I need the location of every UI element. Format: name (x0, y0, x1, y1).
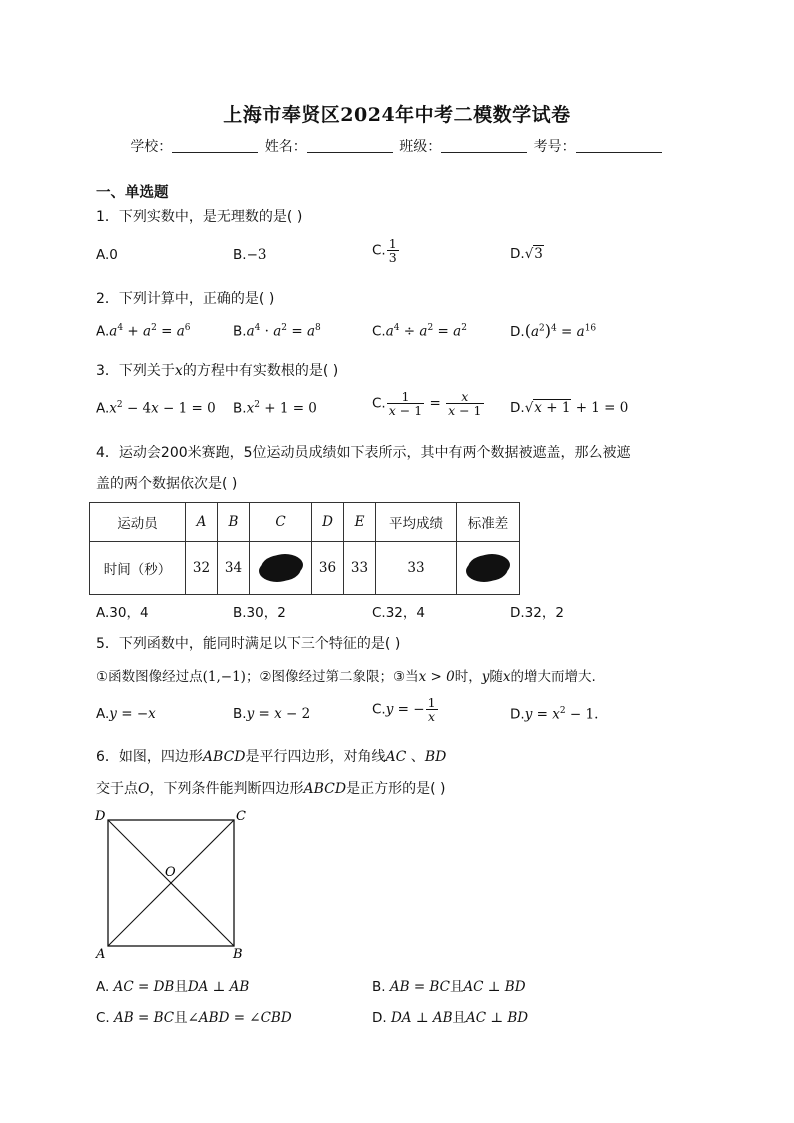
stem-text: 的方程中有实数根的是( ) (182, 363, 339, 379)
option-prefix: C. (372, 323, 386, 340)
option-conj: 且 (174, 1010, 188, 1026)
ink-blot-icon (468, 555, 508, 581)
fraction-denominator: 3 (388, 250, 397, 266)
option-prefix: C. (372, 395, 386, 412)
option-prefix: B. (233, 706, 247, 722)
stem-text: 是正方形的是( ) (346, 781, 446, 797)
stem-expr: x > 0 (418, 669, 455, 685)
table-header: C (250, 503, 312, 542)
q4-option-d[interactable]: D.32，2 (510, 605, 564, 621)
question-6-stem-line-1 (96, 746, 446, 766)
option-expr: DA ⊥ AB (390, 1010, 453, 1026)
sqrt-sign: √ (524, 246, 534, 262)
q5-option-d[interactable]: $D.y = x^2 - 1$. (510, 706, 599, 723)
stem-text: 的增大而增大. (510, 669, 596, 685)
option-prefix: B. (233, 400, 247, 417)
fraction (387, 237, 399, 264)
number-field[interactable] (576, 137, 662, 153)
option-expr: ∠ABD = ∠CBD (187, 1010, 292, 1026)
radicand: 3 (534, 246, 543, 262)
table-header: 运动员 (90, 503, 186, 542)
option-prefix: A. (96, 323, 110, 340)
stem-text: 时， (454, 669, 482, 685)
q4-option-b[interactable]: B.30，2 (233, 605, 286, 621)
table-cell: 32 (186, 542, 218, 595)
table-cell-covered (250, 542, 312, 595)
table-cell: 34 (218, 542, 250, 595)
fraction: $\frac{x}{x - 1}$ (448, 389, 482, 419)
q3-option-c[interactable]: C. $\frac{1}{x - 1}$ = $\frac{x}{x - 1}$ (372, 389, 482, 419)
table-header-row (90, 503, 520, 542)
stem-expr: (1,−1) (202, 669, 246, 685)
stem-text: 交于点 (96, 781, 138, 797)
table-header: E (344, 503, 376, 542)
table-header: 标准差 (457, 503, 520, 542)
table-row (90, 542, 520, 595)
q1-option-d[interactable] (510, 246, 544, 262)
table-cell: 33 (376, 542, 457, 595)
q1-option-a[interactable]: A.0 (96, 247, 118, 263)
square-diagram (90, 806, 260, 964)
option-prefix: B. (233, 247, 247, 263)
option-prefix: A. (96, 706, 110, 722)
option-prefix: B. (233, 323, 247, 340)
q5-option-b[interactable]: B.y = x − 2 (233, 706, 311, 722)
option-prefix: C. (372, 701, 386, 718)
option-expr: AC ⊥ BD (463, 979, 526, 995)
q4-option-c[interactable]: C.32，4 (372, 605, 425, 621)
fraction-numerator: 1 (388, 236, 397, 251)
number-label: 考号： (533, 139, 576, 155)
q1-option-b[interactable] (233, 247, 266, 263)
table-row-label: 时间（秒） (90, 542, 186, 595)
table-header: 平均成绩 (376, 503, 457, 542)
q2-option-a[interactable]: $A.a^4 + a^2 = a^6$ (96, 323, 191, 340)
vertex-label-d: D (95, 809, 106, 824)
stem-text: ①函数图像经过点 (96, 669, 203, 685)
stem-var: O (138, 781, 150, 797)
question-4-stem-line-2: 盖的两个数据依次是( ) (96, 476, 238, 492)
stem-var: x (174, 363, 183, 379)
vertex-label-c: C (236, 809, 246, 824)
table-header: B (218, 503, 250, 542)
vertex-label-b: B (233, 947, 243, 962)
table-cell: 33 (344, 542, 376, 595)
option-expr: AC = DB (113, 979, 175, 995)
option-prefix: B. (372, 979, 386, 995)
class-field[interactable] (441, 137, 527, 153)
stem-var: ABCD (202, 749, 246, 765)
section-heading: 一、单选题 (96, 185, 169, 201)
q2-option-d[interactable]: $D.(a^2)^4 = a^{16}$ (510, 321, 597, 340)
student-info-line (0, 136, 794, 156)
class-label: 班级： (399, 139, 442, 155)
q6-option-c[interactable] (96, 1006, 292, 1026)
table-header: D (312, 503, 344, 542)
question-2-stem: 2．下列计算中，正确的是( ) (96, 291, 275, 307)
option-expr: AC ⊥ BD (466, 1010, 529, 1026)
stem-text: 随 (489, 669, 503, 685)
fraction: $\frac{1}{x}$ (427, 695, 436, 725)
q2-option-c[interactable]: $C.a^4 \div a^2 = a^2$ (372, 323, 467, 340)
option-conj: 且 (449, 979, 464, 995)
option-expr: DA ⊥ AB (187, 979, 250, 995)
table-header: A (186, 503, 218, 542)
stem-var: y (481, 669, 490, 685)
stem-var: AC (385, 749, 407, 765)
q6-option-a[interactable] (96, 975, 249, 995)
stem-text: 3．下列关于 (96, 363, 175, 379)
page-title: 上海市奉贤区2024年中考二模数学试卷 (223, 104, 571, 126)
q3-option-b[interactable]: $B.x^2 + 1 = 0$ (233, 400, 317, 417)
option-prefix: C. (372, 242, 386, 259)
name-label: 姓名： (264, 139, 307, 155)
question-5-conditions (96, 665, 596, 685)
option-prefix: D. (510, 246, 525, 262)
q5-option-c[interactable]: C.y = − $\frac{1}{x}$ (372, 695, 436, 725)
stem-text: ；②图像经过第二象限；③当 (245, 669, 419, 685)
stem-text: 6．如图，四边形 (96, 749, 203, 765)
stem-text: 是平行四边形，对角线 (245, 749, 386, 765)
table-cell: 36 (312, 542, 344, 595)
q3-option-d[interactable]: D.√x + 1 + 1 = 0 (510, 400, 629, 416)
q2-option-b[interactable]: $B.a^4 \cdot a^2 = a^8$ (233, 323, 321, 340)
question-5-stem: 5．下列函数中，能同时满足以下三个特征的是( ) (96, 636, 401, 652)
ink-blot-icon (261, 555, 301, 581)
school-label: 学校： (130, 139, 173, 155)
question-6-stem-line-2 (96, 778, 445, 798)
option-prefix: A. (96, 400, 110, 417)
option-prefix: D. (510, 324, 525, 340)
q4-option-a[interactable]: A.30，4 (96, 605, 149, 621)
option-prefix: A. (96, 979, 110, 995)
question-3-stem (96, 360, 338, 380)
option-expr: AB = BC (114, 1010, 175, 1026)
fraction: $\frac{1}{x - 1}$ (388, 389, 423, 419)
q6-option-b[interactable] (372, 975, 526, 995)
stem-var: ABCD (303, 781, 347, 797)
option-prefix: D. (510, 400, 525, 416)
stem-text: ，下列条件能判断四边形 (149, 781, 304, 797)
stem-text: 、 (406, 749, 425, 765)
name-field[interactable] (307, 137, 393, 153)
center-label-o: O (165, 865, 176, 880)
q5-option-a[interactable]: A.y = −x (96, 706, 156, 722)
option-expr: AB = BC (389, 979, 450, 995)
question-4-stem-line-1: 4．运动会200米赛跑，5位运动员成绩如下表所示，其中有两个数据被遮盖，那么被遮 (96, 445, 631, 461)
vertex-label-a: A (96, 947, 106, 962)
option-expr: −3 (246, 247, 267, 263)
stem-var: x (502, 669, 511, 685)
question-1-stem: 1．下列实数中，是无理数的是( ) (96, 209, 303, 225)
stem-var: BD (424, 749, 447, 765)
q6-option-d[interactable] (372, 1006, 528, 1026)
q1-option-c[interactable] (372, 237, 400, 264)
results-table (89, 502, 520, 595)
option-conj: 且 (452, 1010, 467, 1026)
option-prefix: C. (96, 1010, 110, 1026)
table-cell-covered (457, 542, 520, 595)
option-conj: 且 (174, 979, 188, 995)
q3-option-a[interactable]: $A.x^2 - 4x - 1 = 0$ (96, 400, 216, 417)
option-prefix: D. (510, 706, 525, 723)
school-field[interactable] (172, 137, 258, 153)
option-prefix: D. (372, 1010, 387, 1026)
